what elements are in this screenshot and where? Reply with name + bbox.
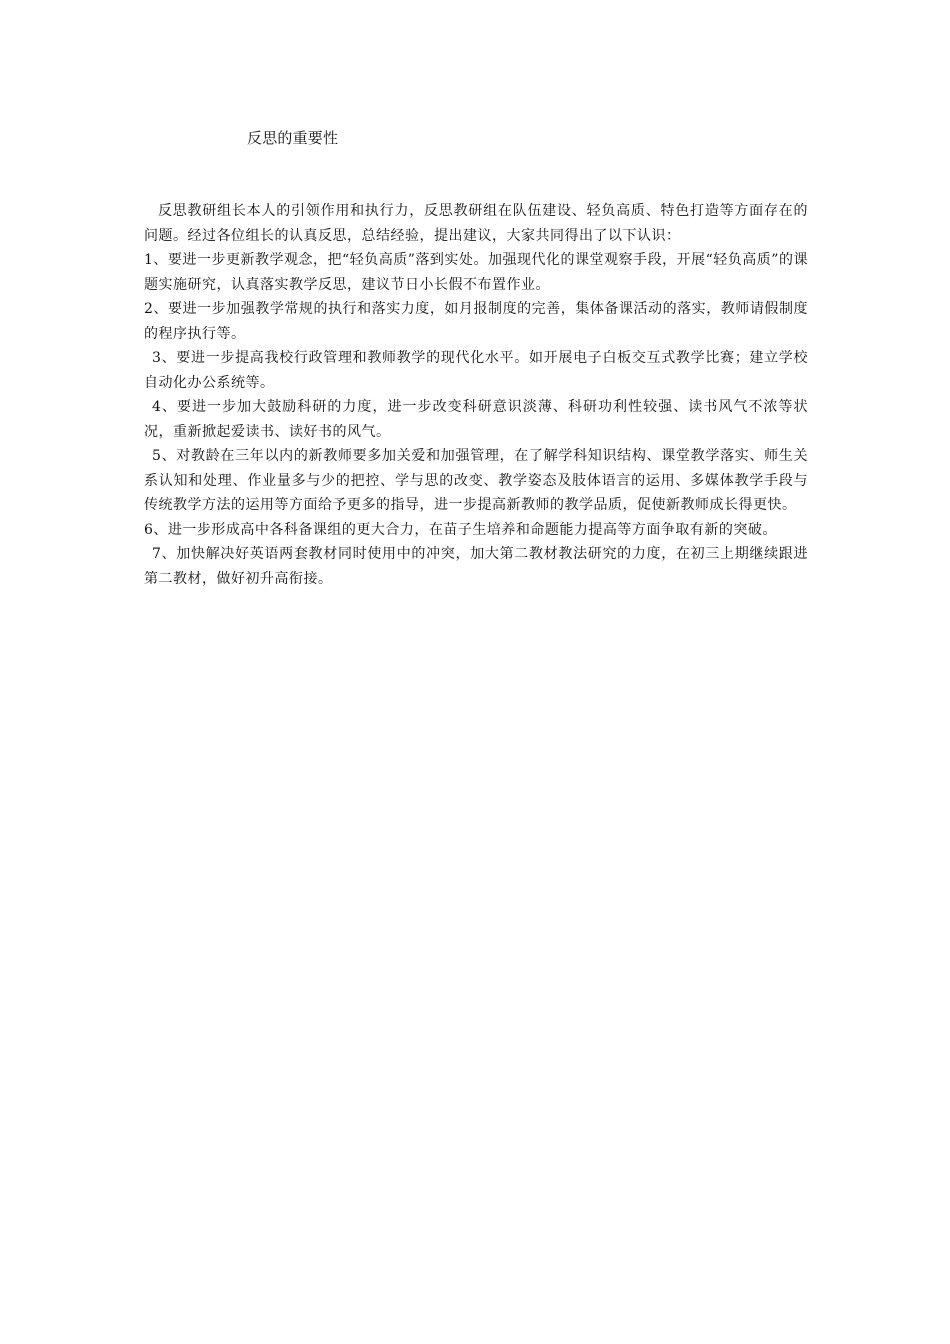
list-item-3: 3、要进一步提高我校行政管理和教师教学的现代化水平。如开展电子白板交互式教学比赛；建立学校自动化办公系统等。	[144, 350, 808, 391]
list-item-5: 5、对教龄在三年以内的新教师要多加关爱和加强管理，在了解学科知识结构、课堂教学落实、师生关系认知和处理、作业量多与少的把控、学与思的改变、教学姿态及肢体语言的运用、多媒体教学手段与传统教学方法的运用等方面给予更多的指导，进一步提高新教师的教学品质，促使新教师成长得更快。	[144, 448, 808, 513]
list-item-6: 6、进一步形成高中各科备课组的更大合力，在苗子生培养和命题能力提高等方面争取有新的突破。	[144, 521, 777, 538]
intro-paragraph: 反思教研组长本人的引领作用和执行力，反思教研组在队伍建设、轻负高质、特色打造等方面存在的问题。经过各位组长的认真反思，总结经验，提出建议，大家共同得出了以下认识：	[144, 203, 808, 244]
list-item-4: 4、要进一步加大鼓励科研的力度，进一步改变科研意识淡薄、科研功利性较强、读书风气不浓等状况，重新掀起爱读书、读好书的风气。	[144, 399, 808, 440]
list-item-7: 7、加快解决好英语两套教材同时使用中的冲突，加大第二教材教法研究的力度，在初三上期继续跟进第二教材，做好初升高衔接。	[144, 546, 808, 587]
list-item-1: 1、要进一步更新教学观念，把“轻负高质”落到实处。加强现代化的课堂观察手段，开展“轻负高质”的课题实施研究，认真落实教学反思，建议节日小长假不布置作业。	[144, 252, 808, 293]
document-body	[144, 199, 808, 591]
list-item-2: 2、要进一步加强教学常规的执行和落实力度，如月报制度的完善，集体备课活动的落实，教师请假制度的程序执行等。	[144, 301, 808, 342]
document-title: 反思的重要性	[247, 129, 339, 147]
